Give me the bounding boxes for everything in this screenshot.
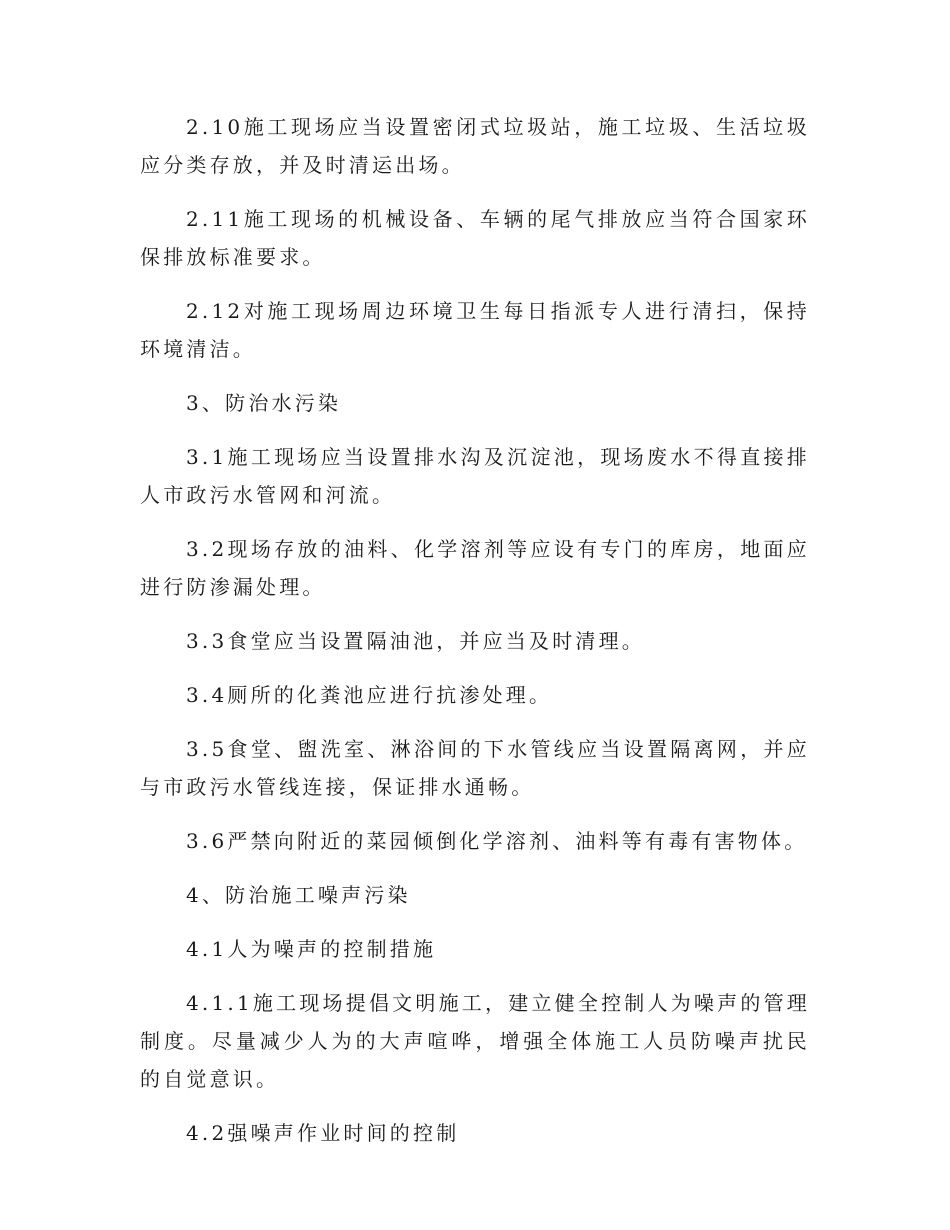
paragraph-3-2: 3.2现场存放的油料、化学溶剂等应设有专门的库房，地面应进行防渗漏处理。 [140, 537, 810, 599]
subheading-4-1: 4.1人为噪声的控制措施 [186, 937, 437, 961]
subheading-4-2: 4.2强噪声作业时间的控制 [186, 1121, 460, 1145]
paragraph-3-1: 3.1施工现场应当设置排水沟及沉淀池，现场废水不得直接排人市政污水管网和河流。 [140, 445, 810, 507]
paragraph-3-6: 3.6严禁向附近的菜园倾倒化学溶剂、油料等有毒有害物体。 [186, 829, 808, 853]
paragraph-3-3: 3.3食堂应当设置隔油池，并应当及时清理。 [186, 629, 646, 653]
paragraph-2-10: 2.10施工现场应当设置密闭式垃圾站，施工垃圾、生活垃圾应分类存放，并及时清运出场。 [140, 115, 810, 177]
paragraph-4-1-1: 4.1.1施工现场提倡文明施工，建立健全控制人为噪声的管理制度。尽量减少人为的大声喧哗，增强全体施工人员防噪声扰民的自觉意识。 [140, 991, 810, 1091]
paragraph-3-5: 3.5食堂、盥洗室、淋浴间的下水管线应当设置隔离网，并应与市政污水管线连接，保证排水通畅。 [140, 737, 810, 799]
paragraph-2-12: 2.12对施工现场周边环境卫生每日指派专人进行清扫，保持环境清洁。 [140, 299, 810, 361]
section-heading-3: 3、防治水污染 [186, 391, 342, 415]
paragraph-3-4: 3.4厕所的化粪池应进行抗渗处理。 [186, 683, 553, 707]
document-body [140, 108, 810, 1168]
section-heading-4: 4、防治施工噪声污染 [186, 883, 411, 907]
paragraph-2-11: 2.11施工现场的机械设备、车辆的尾气排放应当符合国家环保排放标准要求。 [140, 207, 810, 269]
